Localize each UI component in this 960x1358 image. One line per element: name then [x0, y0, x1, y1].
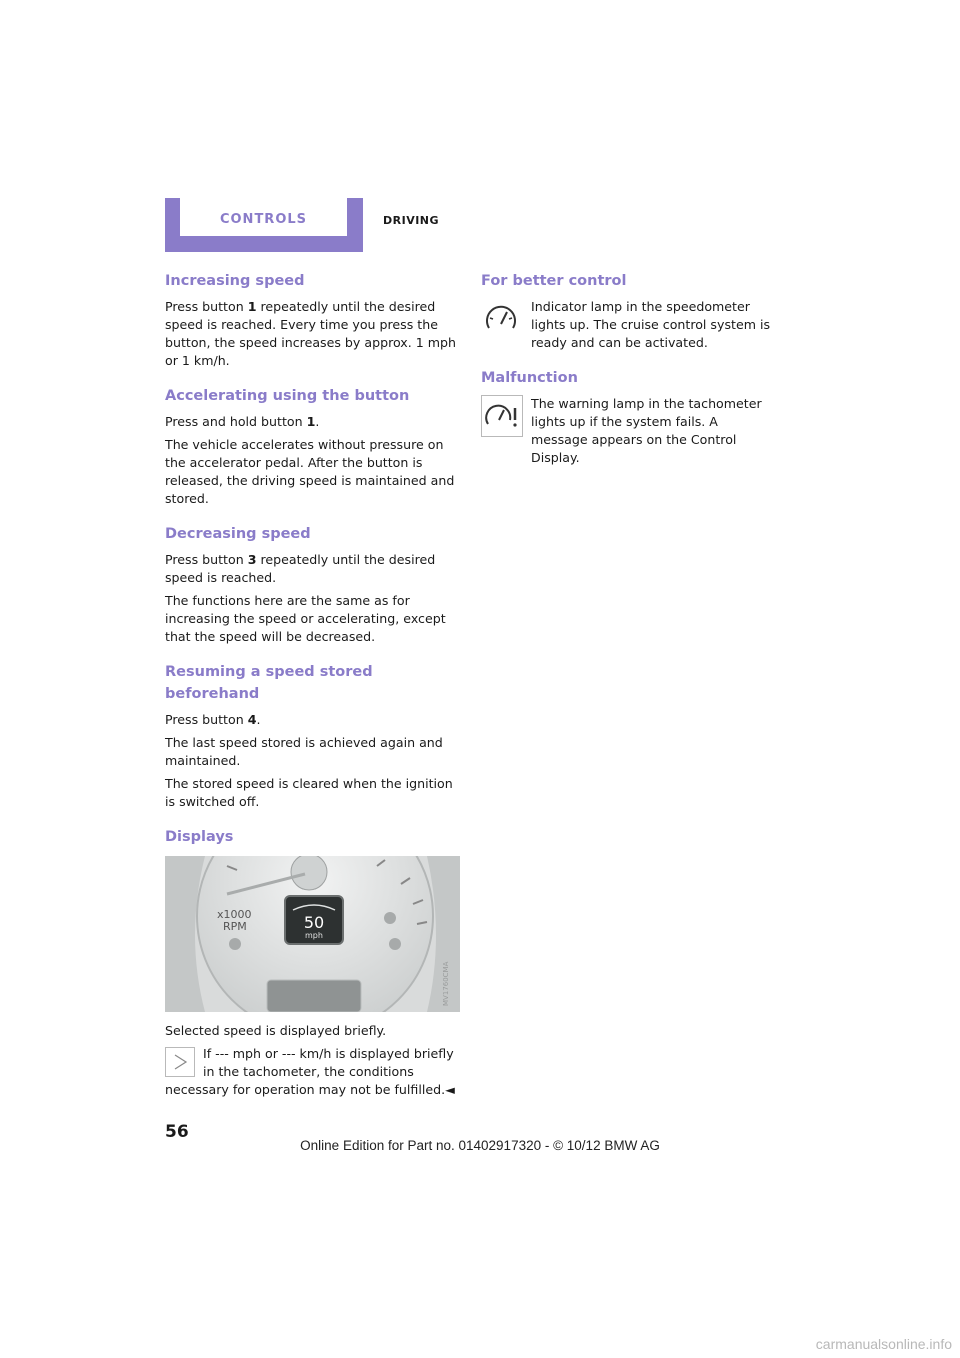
better-control-row [481, 298, 776, 352]
chapter-label: DRIVING [383, 214, 440, 227]
resuming-text-3: The stored speed is cleared when the ignition is switched off. [165, 776, 453, 809]
section-displays [165, 826, 460, 1099]
section-accelerating [165, 385, 460, 508]
figure-code: MV1760CMA [442, 961, 450, 1006]
resuming-text-2: The last speed stored is achieved again and maintained. [165, 735, 443, 768]
section-increasing-speed [165, 270, 460, 370]
increasing-speed-text: Press button 1 repeatedly until the desired speed is reached. Every time you press the button, the speed increases by approx. 1 mph or 1 km/h. [165, 299, 457, 368]
speed-value: 50 [303, 913, 325, 932]
decreasing-text-1: Press button 3 repeatedly until the desired speed is reached. [165, 552, 436, 585]
section-resuming [165, 661, 460, 811]
rpm-label: RPM [223, 920, 247, 933]
heading-resuming: Resuming a speed stored beforehand [165, 664, 373, 702]
end-mark: ◄ [445, 1082, 455, 1097]
footer: Online Edition for Part no. 01402917320 - © 10/12 BMW AG [300, 1138, 660, 1153]
note-triangle-icon [165, 1047, 195, 1077]
page-number: 56 [165, 1122, 189, 1142]
malfunction-text: The warning lamp in the tachometer lights up if the system fails. A message appears on the Control Display. [531, 396, 762, 465]
heading-increasing-speed: Increasing speed [165, 273, 305, 289]
right-column [481, 270, 776, 482]
accelerating-text-1: Press and hold button 1. [165, 414, 320, 429]
resuming-text-1: Press button 4. [165, 712, 261, 727]
heading-better-control: For better control [481, 273, 627, 289]
heading-displays: Displays [165, 829, 234, 845]
decreasing-text-2: The functions here are the same as for increasing the speed or accelerating, except that the speed will be decreased. [165, 593, 446, 644]
left-column [165, 270, 460, 1114]
section-decreasing-speed [165, 523, 460, 646]
tachometer-figure [165, 856, 460, 1012]
heading-decreasing-speed: Decreasing speed [165, 526, 311, 542]
heading-malfunction: Malfunction [481, 370, 578, 386]
accelerating-text-2: The vehicle accelerates without pressure on the accelerator pedal. After the button is released, the driving speed is maintained and stored. [165, 437, 455, 506]
section-label: CONTROLS [219, 212, 308, 227]
tach-label: x1000 [217, 908, 252, 921]
note-text: If --- mph or --- km/h is displayed briefly in the tachometer, the conditions necessary for operation may not be fulfilled.◄ [165, 1046, 455, 1097]
heading-accelerating: Accelerating using the button [165, 388, 410, 404]
tachometer-illustration [165, 856, 460, 1012]
warning-speedometer-icon [481, 395, 523, 437]
displays-caption: Selected speed is displayed briefly. [165, 1023, 387, 1038]
speed-unit: mph [305, 931, 323, 940]
section-malfunction [481, 367, 776, 467]
note [165, 1045, 460, 1099]
section-better-control [481, 270, 776, 352]
better-control-text: Indicator lamp in the speedometer lights up. The cruise control system is ready and can be activated. [531, 299, 771, 350]
watermark: carmanualsonline.info [815, 1336, 952, 1352]
speedometer-icon [481, 298, 521, 338]
malfunction-row [481, 395, 776, 467]
